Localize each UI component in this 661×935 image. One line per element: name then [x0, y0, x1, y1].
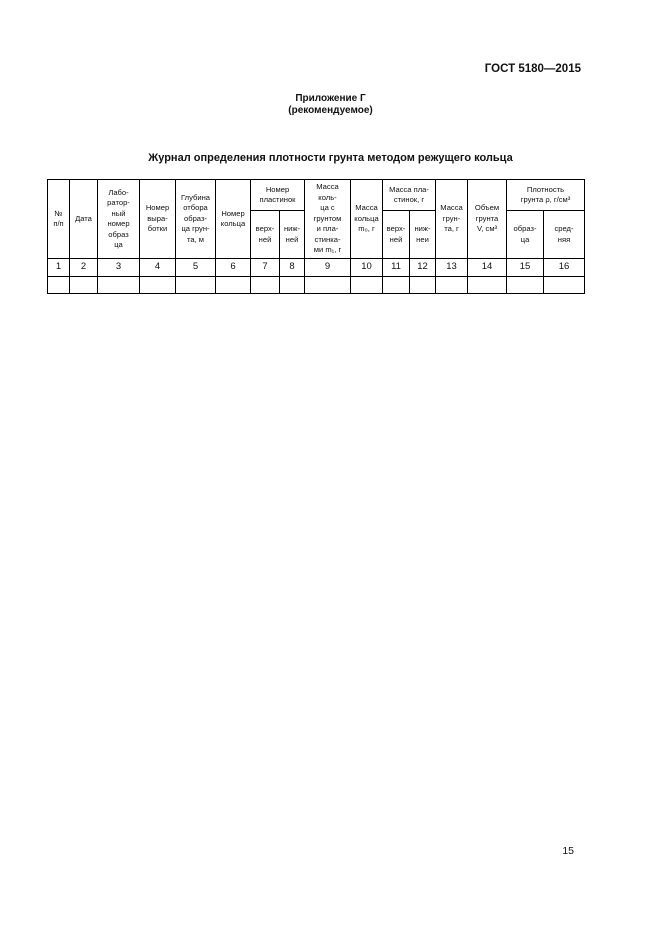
column-number: 10	[351, 259, 383, 277]
empty-cell	[410, 277, 436, 294]
empty-data-row	[48, 277, 585, 294]
empty-cell	[98, 277, 140, 294]
column-number: 8	[280, 259, 305, 277]
column-number: 6	[216, 259, 251, 277]
column-number: 1	[48, 259, 70, 277]
column-number: 2	[70, 259, 98, 277]
column-number: 9	[305, 259, 351, 277]
standard-number: ГОСТ 5180—2015	[484, 63, 581, 75]
col-header-6: Номер кольца	[216, 180, 251, 259]
page-number: 15	[562, 845, 574, 857]
column-number: 15	[507, 259, 544, 277]
group-header-plate-mass: Масса пла- стинок, г	[383, 180, 436, 211]
appendix-subtitle: (рекомендуемое)	[288, 105, 373, 116]
column-number: 16	[544, 259, 585, 277]
empty-cell	[70, 277, 98, 294]
empty-cell	[251, 277, 280, 294]
appendix-heading	[0, 93, 661, 117]
empty-cell	[140, 277, 176, 294]
column-number: 5	[176, 259, 216, 277]
group-header-plates: Номер пластинок	[251, 180, 305, 211]
column-number: 4	[140, 259, 176, 277]
empty-cell	[280, 277, 305, 294]
density-journal-table	[47, 179, 585, 294]
column-number-row	[48, 259, 585, 277]
col-header-15: образ- ца	[507, 211, 544, 259]
col-header-13: Масса грун- та, г	[436, 180, 468, 259]
col-header-10: Масса кольца m₀, г	[351, 180, 383, 259]
col-header-1: № п/п	[48, 180, 70, 259]
col-header-5: Глубина отбора образ- ца грун- та, м	[176, 180, 216, 259]
empty-cell	[351, 277, 383, 294]
group-header-density: Плотность грунта ρ, г/см³	[507, 180, 585, 211]
col-header-9: Масса коль- ца с грунтом и пла- стинка- ми m₁, г	[305, 180, 351, 259]
col-header-7: верх- ней	[251, 211, 280, 259]
col-header-8: ниж- ней	[280, 211, 305, 259]
table-title: Журнал определения плотности грунта методом режущего кольца	[148, 152, 513, 164]
col-header-16: сред- няя	[544, 211, 585, 259]
empty-cell	[544, 277, 585, 294]
col-header-14: Объем грунта V, см³	[468, 180, 507, 259]
col-header-2: Дата	[70, 180, 98, 259]
empty-cell	[468, 277, 507, 294]
appendix-title: Приложение Г	[295, 93, 366, 104]
column-number: 11	[383, 259, 410, 277]
header-row-1	[48, 180, 585, 211]
empty-cell	[176, 277, 216, 294]
column-number: 14	[468, 259, 507, 277]
column-number: 12	[410, 259, 436, 277]
col-header-11: верх- ней	[383, 211, 410, 259]
column-number: 3	[98, 259, 140, 277]
col-header-3: Лабо- ратор- ный номер образ ца	[98, 180, 140, 259]
empty-cell	[383, 277, 410, 294]
empty-cell	[305, 277, 351, 294]
empty-cell	[436, 277, 468, 294]
column-number: 7	[251, 259, 280, 277]
empty-cell	[507, 277, 544, 294]
col-header-4: Номер выра- ботки	[140, 180, 176, 259]
column-number: 13	[436, 259, 468, 277]
empty-cell	[216, 277, 251, 294]
empty-cell	[48, 277, 70, 294]
col-header-12: ниж- неи	[410, 211, 436, 259]
